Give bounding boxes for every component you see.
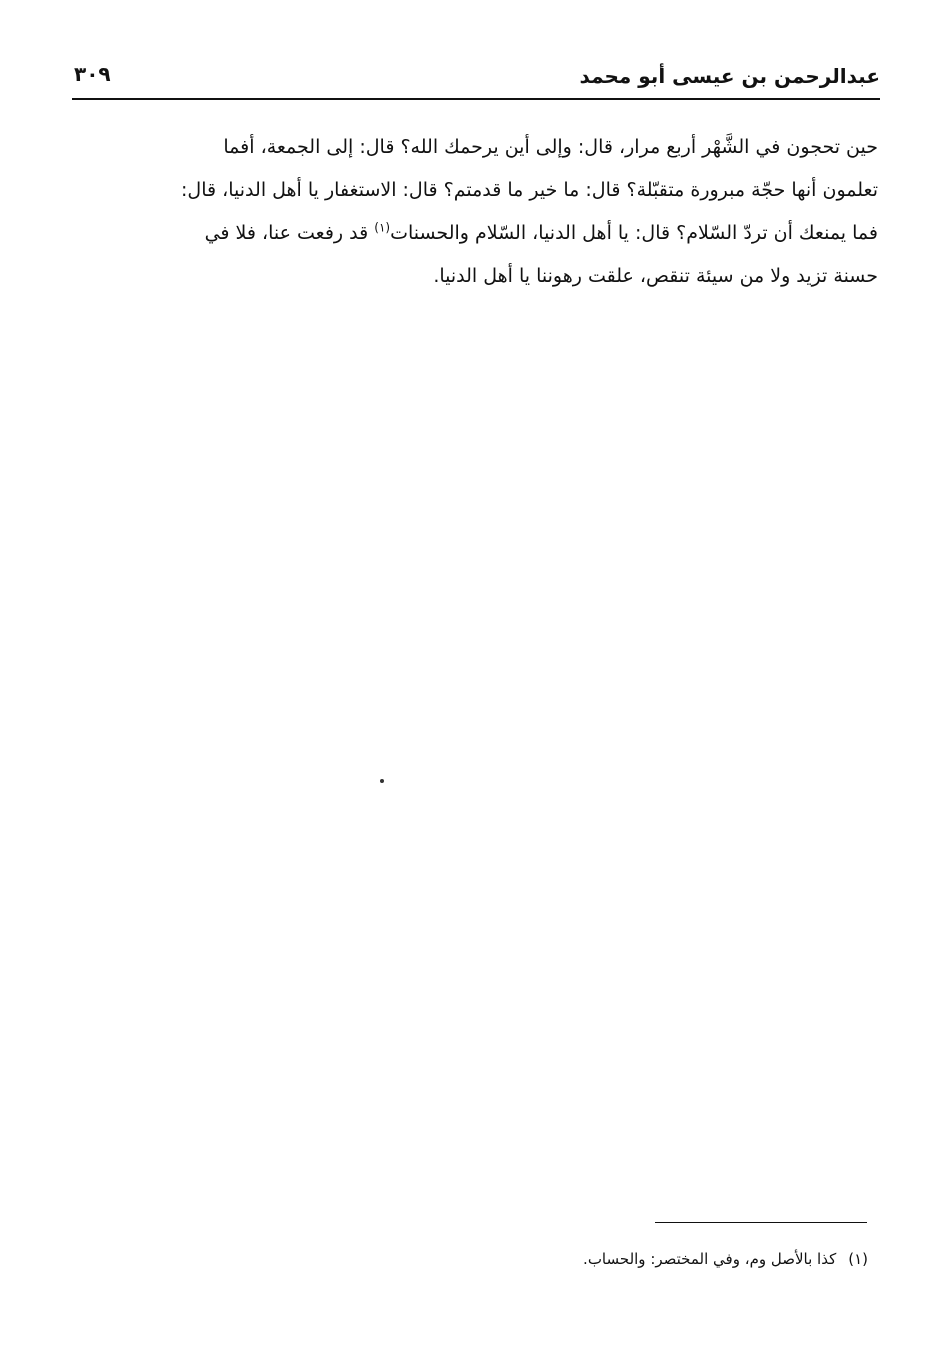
footnote-divider [655, 1222, 867, 1223]
body-line-4: حسنة تزيد ولا من سيئة تنقص، علقت رهوننا يا أهل الدنيا. [433, 265, 878, 287]
body-line-2: تعلمون أنها حجّة مبرورة متقبّلة؟ قال: ما خير ما قدمتم؟ قال: الاستغفار يا أهل الدنيا، قال: [181, 179, 878, 201]
footnote-reference[interactable]: (١) [374, 220, 391, 235]
body-line-3-start: فما يمنعك أن تردّ السّلام؟ قال: يا أهل الدنيا، السّلام والحسنات [390, 222, 878, 244]
running-header [72, 60, 880, 100]
scan-speck [380, 779, 384, 783]
body-line-1: حين تحجون في الشَّهْر أربع مرار، قال: وإلى أين يرحمك الله؟ قال: إلى الجمعة، أفما [223, 136, 878, 158]
page-number: ٣٠٩ [74, 62, 111, 86]
footnote-marker: (١) [848, 1250, 868, 1268]
header-title: عبدالرحمن بن عيسى أبو محمد [579, 64, 880, 88]
body-line-3-end: قد رفعت عنا، فلا في [204, 222, 369, 244]
footnote [583, 1250, 868, 1268]
footnote-text: كذا بالأصل وم، وفي المختصر: والحساب. [583, 1250, 837, 1268]
body-line-3 [76, 212, 878, 255]
body-text [76, 126, 878, 298]
